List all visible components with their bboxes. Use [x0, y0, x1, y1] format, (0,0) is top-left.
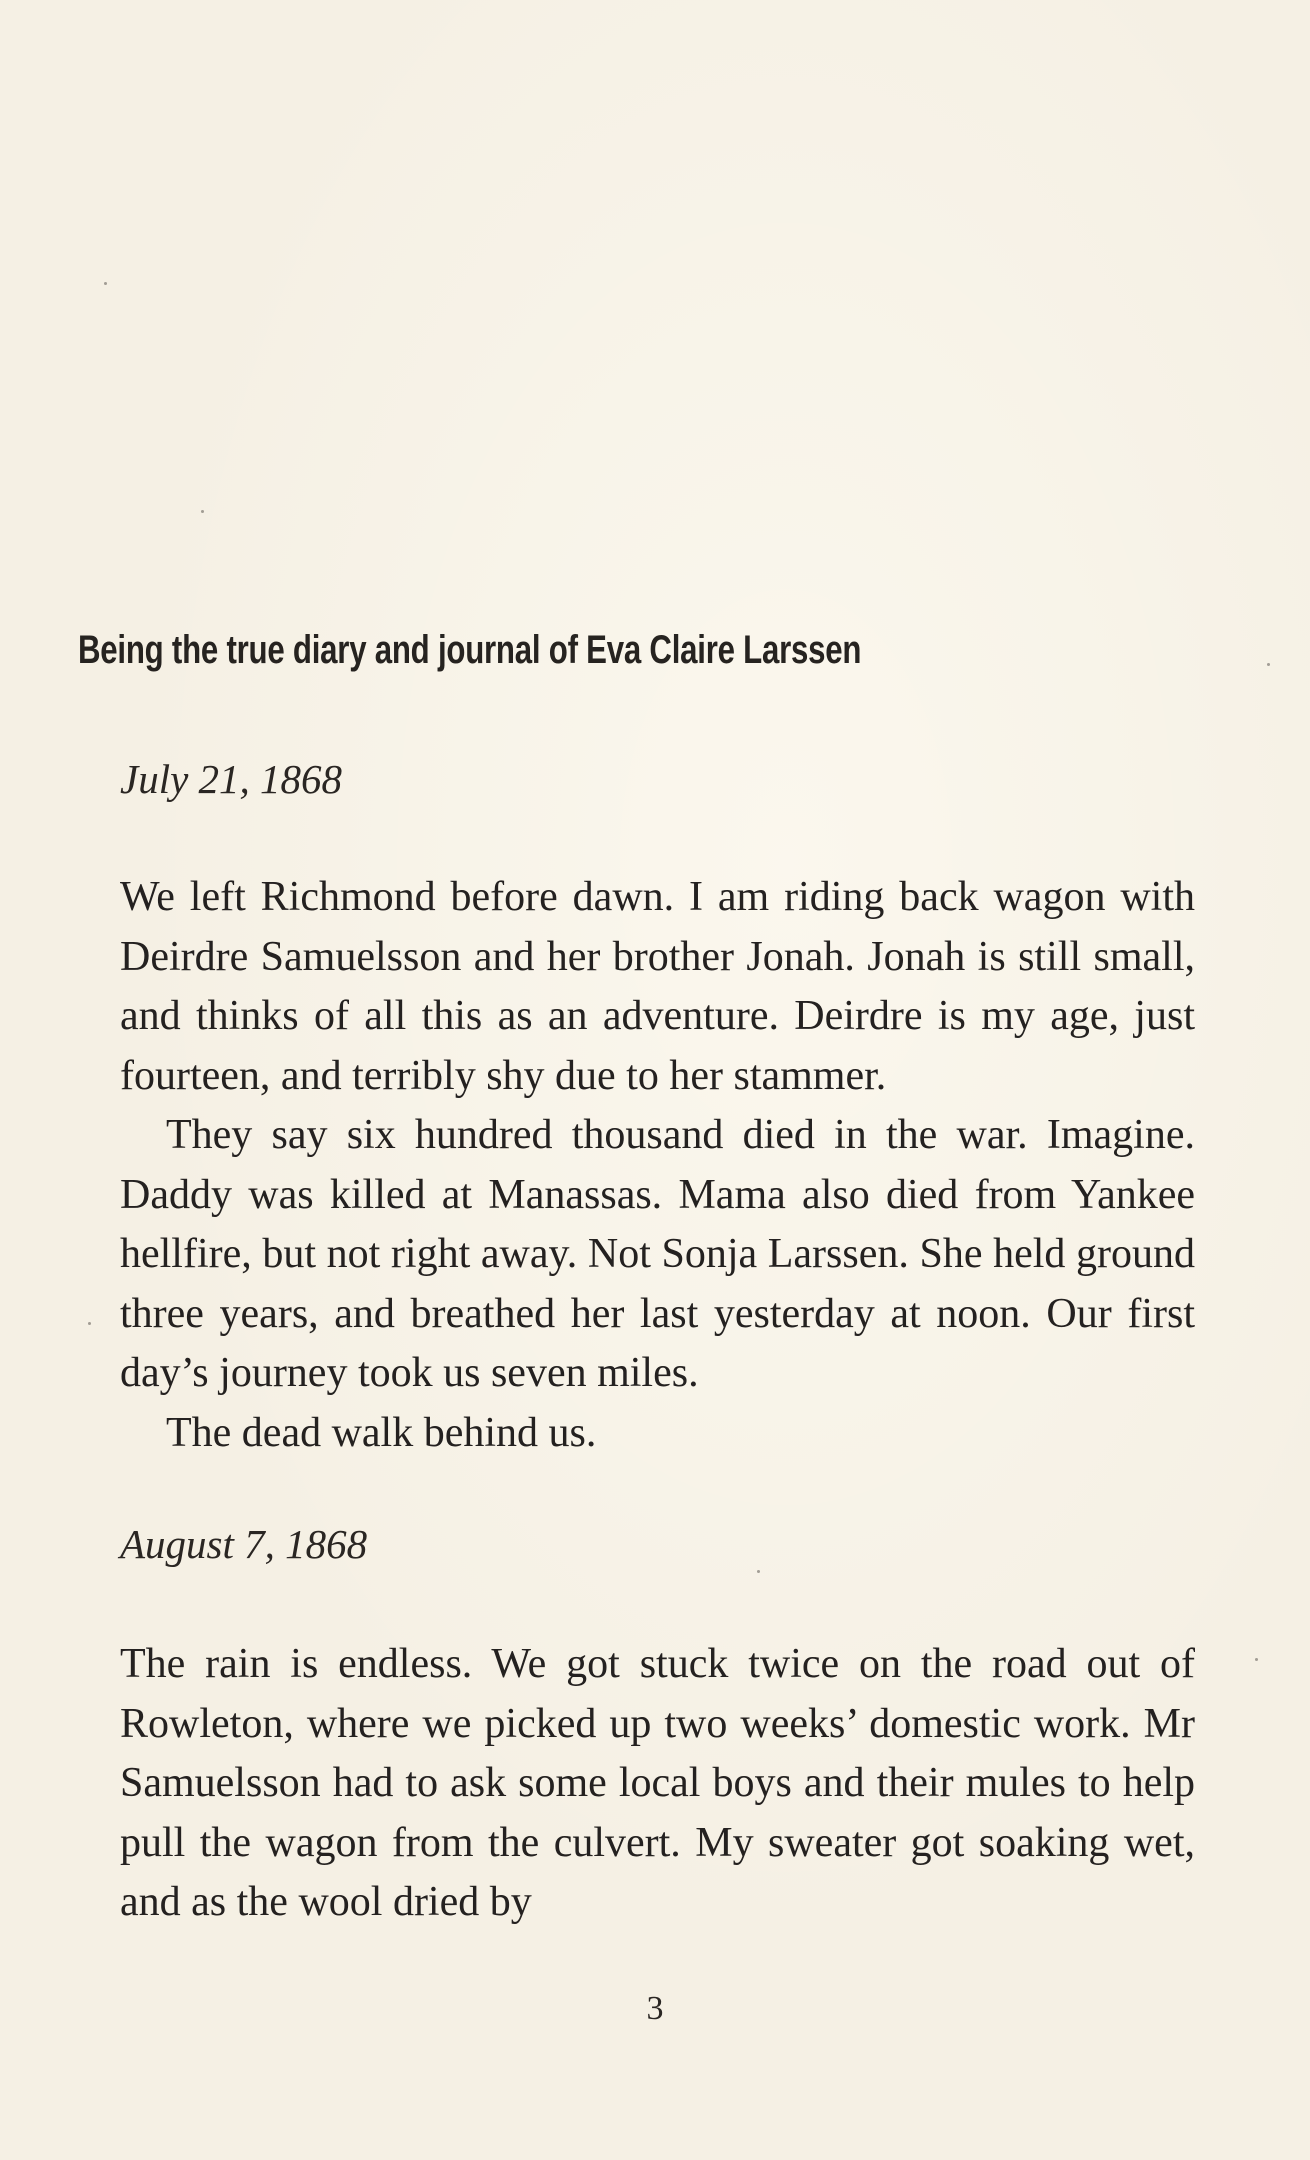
paper-speck	[1267, 663, 1270, 666]
entry-paragraph: The dead walk behind us.	[166, 1409, 597, 1456]
page-number: 3	[646, 1990, 664, 2027]
diary-entry	[120, 1635, 1195, 1933]
diary-heading: Being the true diary and journal of Eva Claire Larssen	[78, 628, 862, 672]
paper-speck	[201, 510, 204, 513]
entry-date: August 7, 1868	[120, 1521, 368, 1567]
diary-entry	[120, 868, 1195, 1463]
paper-speck	[1255, 1658, 1258, 1661]
entry-paragraph: They say six hundred thousand died in the war. Imagine. Daddy was killed at Manassas. Mama also died from Yankee hellfire, but not right away. Not Sonja Larssen. She held ground three years, and breathed her last yesterday at noon. Our first day’s journey took us seven miles.	[120, 1112, 1195, 1396]
paper-speck	[88, 1322, 91, 1325]
paper-speck	[757, 1570, 760, 1573]
entry-date: July 21, 1868	[120, 756, 343, 802]
paper-speck	[104, 282, 107, 285]
entry-paragraph: We left Richmond before dawn. I am riding back wagon with Deirdre Samuelsson and her brother Jonah. Jonah is still small, and thinks of all this as an adventure. Deirdre is my age, just fourteen, and terribly shy due to her stammer.	[120, 874, 1195, 1099]
entry-paragraph: The rain is endless. We got stuck twice on the road out of Rowleton, where we picked up two weeks’ domestic work. Mr Samuelsson had to ask some local boys and their mules to help pull the wagon from the culvert. My sweater got soaking wet, and as the wool dried by	[120, 1641, 1195, 1925]
